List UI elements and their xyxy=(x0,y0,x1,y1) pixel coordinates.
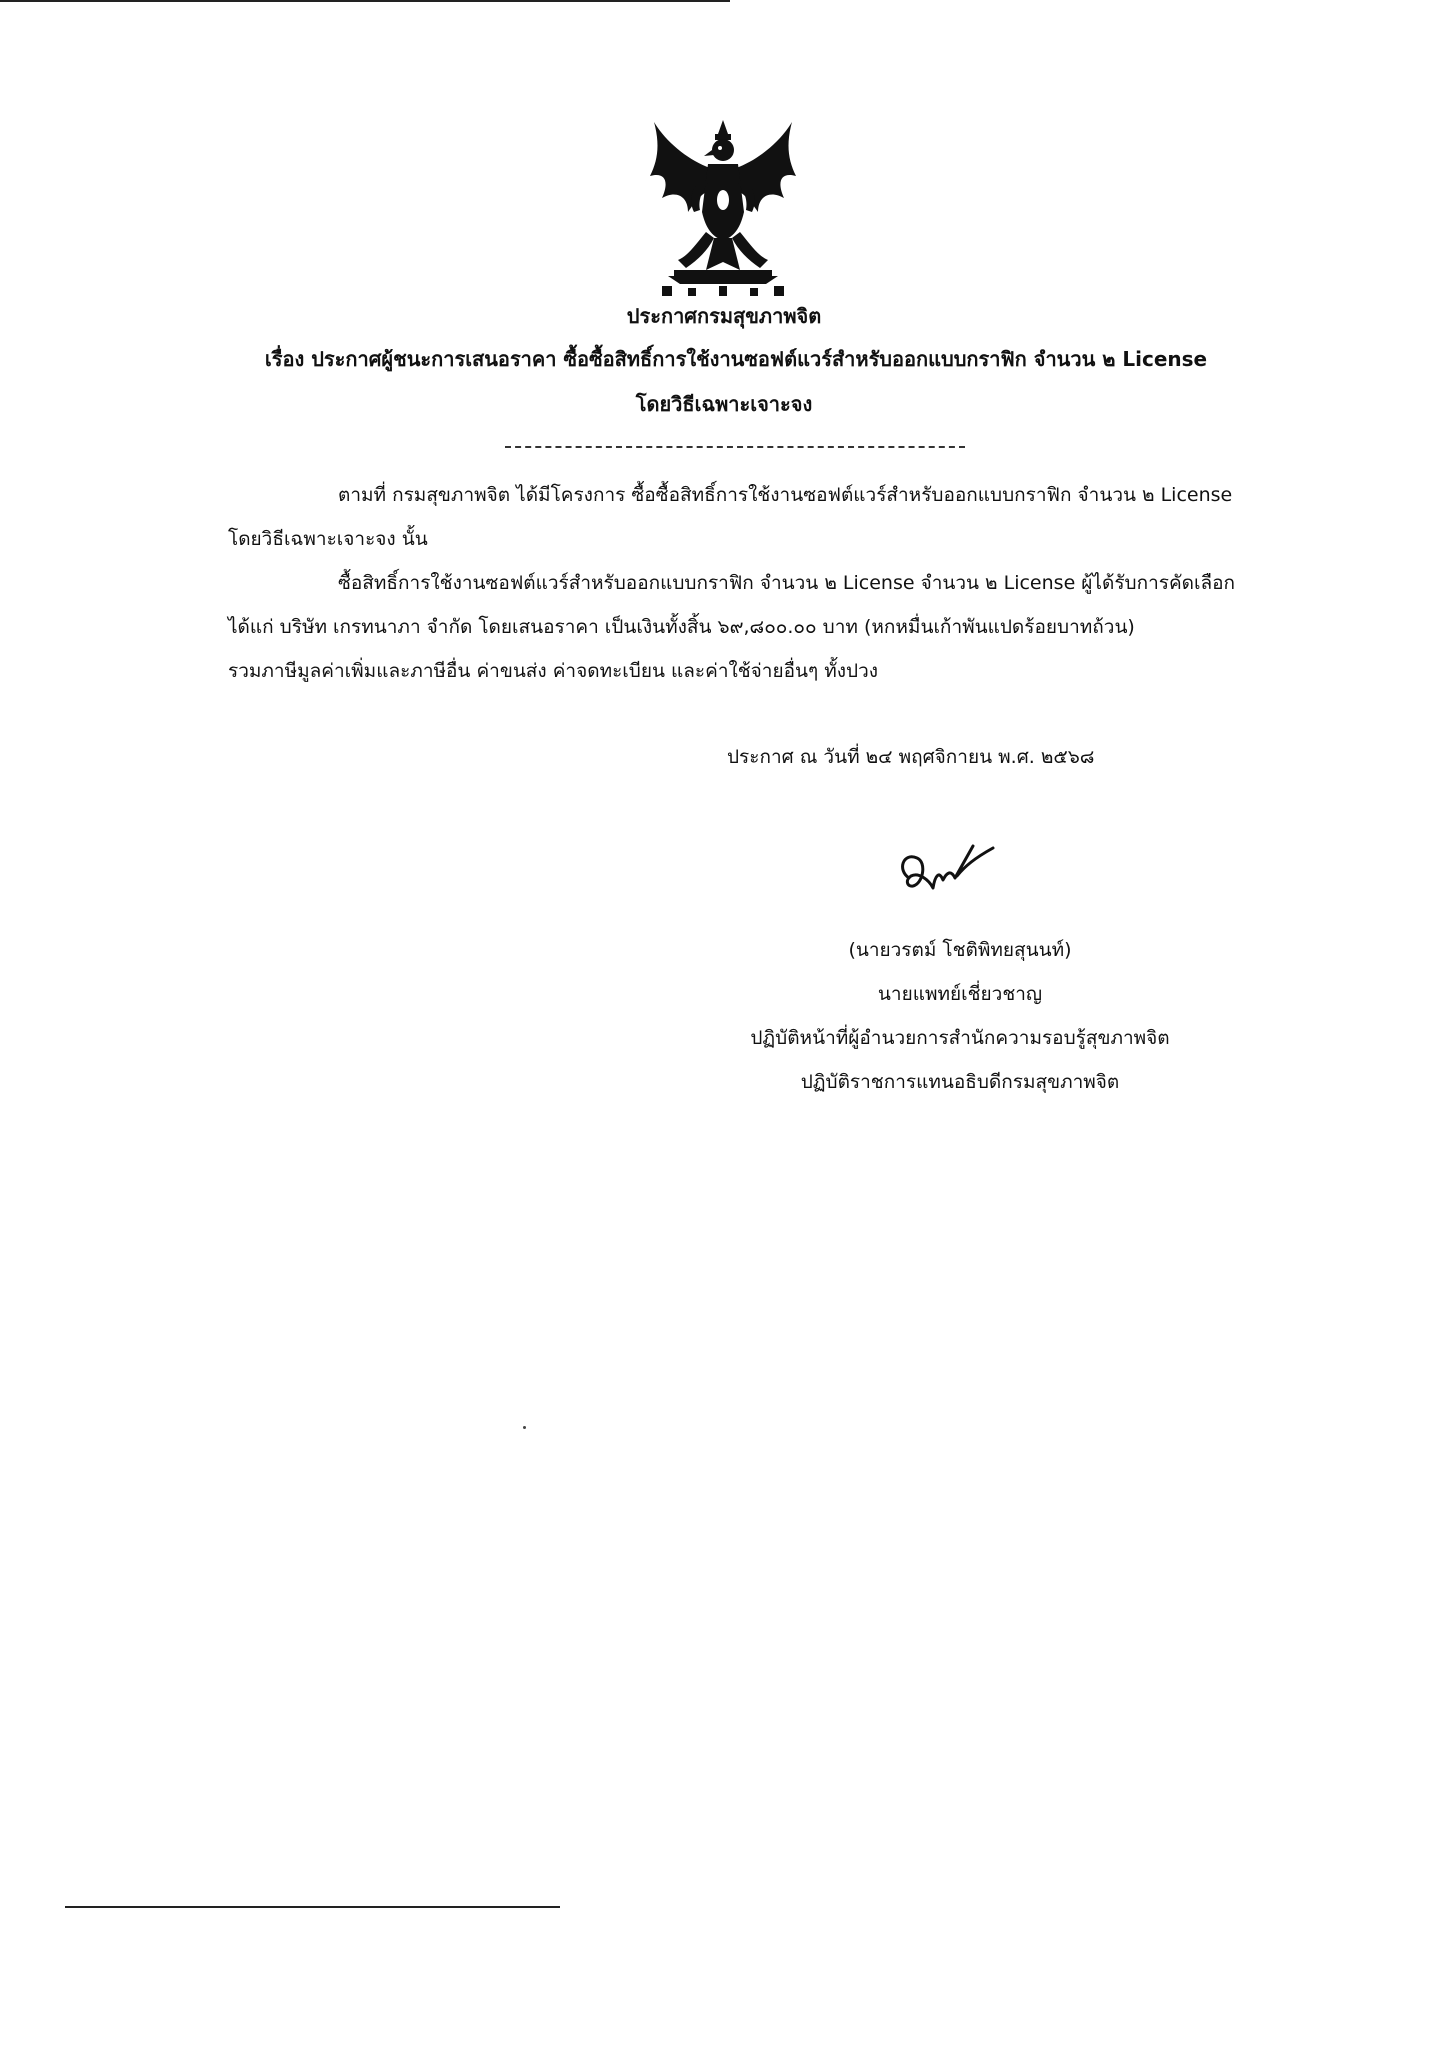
scan-speck xyxy=(523,1426,526,1429)
divider-line xyxy=(505,446,965,448)
signatory-name: (นายวรตม์ โชติพิทยสุนนท์) xyxy=(848,939,1072,961)
signatory-position: นายแพทย์เชี่ยวชาญ xyxy=(877,983,1043,1005)
signatory-block xyxy=(690,928,1230,1104)
signatory-on-behalf: ปฏิบัติราชการแทนอธิบดีกรมสุขภาพจิต xyxy=(800,1071,1120,1093)
paragraph-2-line-3: รวมภาษีมูลค่าเพิ่มและภาษีอื่น ค่าขนส่ง ค่าจดทะเบียน และค่าใช้จ่ายอื่นๆ ทั้งปวง xyxy=(228,660,879,682)
signatory-acting-role: ปฏิบัติหน้าที่ผู้อำนวยการสำนักความรอบรู้สุขภาพจิต xyxy=(750,1027,1170,1049)
paragraph-2-line-2: ได้แก่ บริษัท เกรทนาภา จำกัด โดยเสนอราคา เป็นเงินทั้งสิ้น ๖๙,๘๐๐.๐๐ บาท (หกหมื่นเก้าพันแปดร้อยบาทถ้วน) xyxy=(228,616,1135,638)
announcement-date: ประกาศ ณ วันที่ ๒๔ พฤศจิกายน พ.ศ. ๒๕๖๘ xyxy=(727,746,1095,768)
handwritten-signature-icon xyxy=(895,840,1005,910)
footnote-line xyxy=(65,1906,560,1908)
paragraph-2-line-1: ซื้อสิทธิ์การใช้งานซอฟต์แวร์สำหรับออกแบบกราฟิก จำนวน ๒ License จำนวน ๒ License ผู้ได้รับการคัดเลือก xyxy=(338,572,1236,594)
announcement-subject: เรื่อง ประกาศผู้ชนะการเสนอราคา ซื้อซื้อสิทธิ์การใช้งานซอฟต์แวร์สำหรับออกแบบกราฟิก จำนวน ๒ License xyxy=(264,347,1208,371)
scan-edge-line xyxy=(0,0,730,2)
procurement-method: โดยวิธีเฉพาะเจาะจง xyxy=(635,392,813,416)
paragraph-1-line-2: โดยวิธีเฉพาะเจาะจง นั้น xyxy=(228,528,428,550)
announcement-title: ประกาศกรมสุขภาพจิต xyxy=(626,304,822,328)
garuda-emblem-icon xyxy=(648,120,798,300)
paragraph-1-line-1: ตามที่ กรมสุขภาพจิต ได้มีโครงการ ซื้อซื้อสิทธิ์การใช้งานซอฟต์แวร์สำหรับออกแบบกราฟิก จำนวน ๒ License xyxy=(338,484,1233,506)
